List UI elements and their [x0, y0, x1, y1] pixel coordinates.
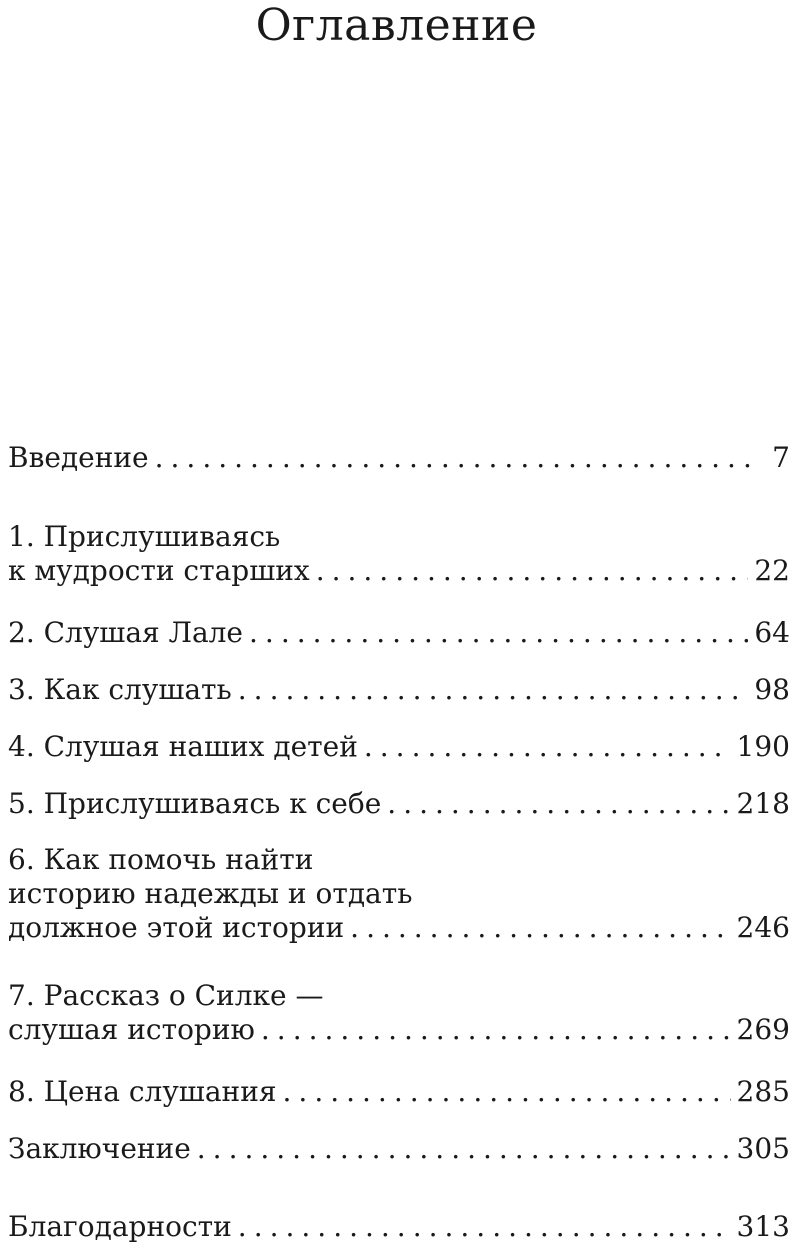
toc-entry-page: 64	[754, 616, 790, 649]
toc-entry-title: к мудрости старших	[8, 554, 310, 587]
toc-entry-line	[8, 1013, 790, 1047]
toc-entry-page: 246	[736, 911, 790, 944]
toc-entry-chapter-4	[8, 730, 790, 764]
toc-entry-page: 190	[736, 730, 790, 763]
toc-entry-chapter-5	[8, 787, 790, 821]
toc-entry-page: 218	[736, 787, 790, 820]
toc-entry-line	[8, 1210, 790, 1244]
toc-entry-title: Благодарности	[8, 1210, 232, 1243]
toc-entry-acknowledgements	[8, 1210, 790, 1244]
toc-entry-title-line: 7. Рассказ о Силке —	[8, 979, 324, 1012]
toc-entry-page: 269	[736, 1013, 790, 1046]
toc-entry-page: 313	[736, 1210, 790, 1243]
dot-leader	[155, 441, 750, 475]
toc-entry-chapter-7	[8, 979, 790, 1047]
toc-entry-line	[8, 673, 790, 707]
toc-entry-page: 22	[754, 554, 790, 587]
toc-entry-page: 285	[736, 1075, 790, 1108]
toc-entry-page: 98	[754, 673, 790, 706]
toc-entry-line	[8, 1075, 790, 1109]
toc-entry-page: 7	[772, 441, 790, 474]
toc-entry-title-line: 1. Прислушиваясь	[8, 520, 281, 553]
toc-entry-line	[8, 1132, 790, 1166]
toc-entry-line	[8, 911, 790, 945]
dot-leader	[238, 1210, 731, 1244]
toc-entry-title: слушая историю	[8, 1013, 255, 1046]
toc-entry-title: 4. Слушая наших детей	[8, 730, 358, 763]
dot-leader	[364, 730, 731, 764]
toc-entry-title: должное этой истории	[8, 911, 345, 944]
toc-entry-chapter-6	[8, 843, 790, 945]
toc-entry-page: 305	[736, 1132, 790, 1165]
toc-entry-line	[8, 554, 790, 588]
toc-entry-conclusion	[8, 1132, 790, 1166]
toc-entry-title: 2. Слушая Лале	[8, 616, 244, 649]
dot-leader	[249, 616, 748, 650]
toc-entry-title: Введение	[8, 441, 149, 474]
dot-leader	[316, 554, 749, 588]
toc-entry-chapter-3	[8, 673, 790, 707]
toc-entry-line	[8, 730, 790, 764]
toc-entry-line	[8, 616, 790, 650]
dot-leader	[261, 1013, 731, 1047]
toc-entry-line	[8, 787, 790, 821]
toc-entry-chapter-1	[8, 520, 790, 588]
toc-entry-title-line: 6. Как помочь найти	[8, 843, 314, 876]
dot-leader	[387, 787, 730, 821]
toc-entry-line	[8, 441, 790, 475]
toc-entry-title: 8. Цена слушания	[8, 1075, 277, 1108]
toc-entry-title-line: историю надежды и отдать	[8, 877, 413, 910]
dot-leader	[238, 673, 749, 707]
page-title: Оглавление	[255, 0, 538, 51]
toc-entry-title: Заключение	[8, 1132, 191, 1165]
toc-entry-introduction	[8, 441, 790, 475]
toc-entry-chapter-2	[8, 616, 790, 650]
toc-entry-chapter-8	[8, 1075, 790, 1109]
dot-leader	[283, 1075, 731, 1109]
dot-leader	[350, 911, 730, 945]
toc-entry-title: 5. Прислушиваясь к себе	[8, 787, 382, 820]
toc-entry-title: 3. Как слушать	[8, 673, 232, 706]
dot-leader	[197, 1132, 731, 1166]
